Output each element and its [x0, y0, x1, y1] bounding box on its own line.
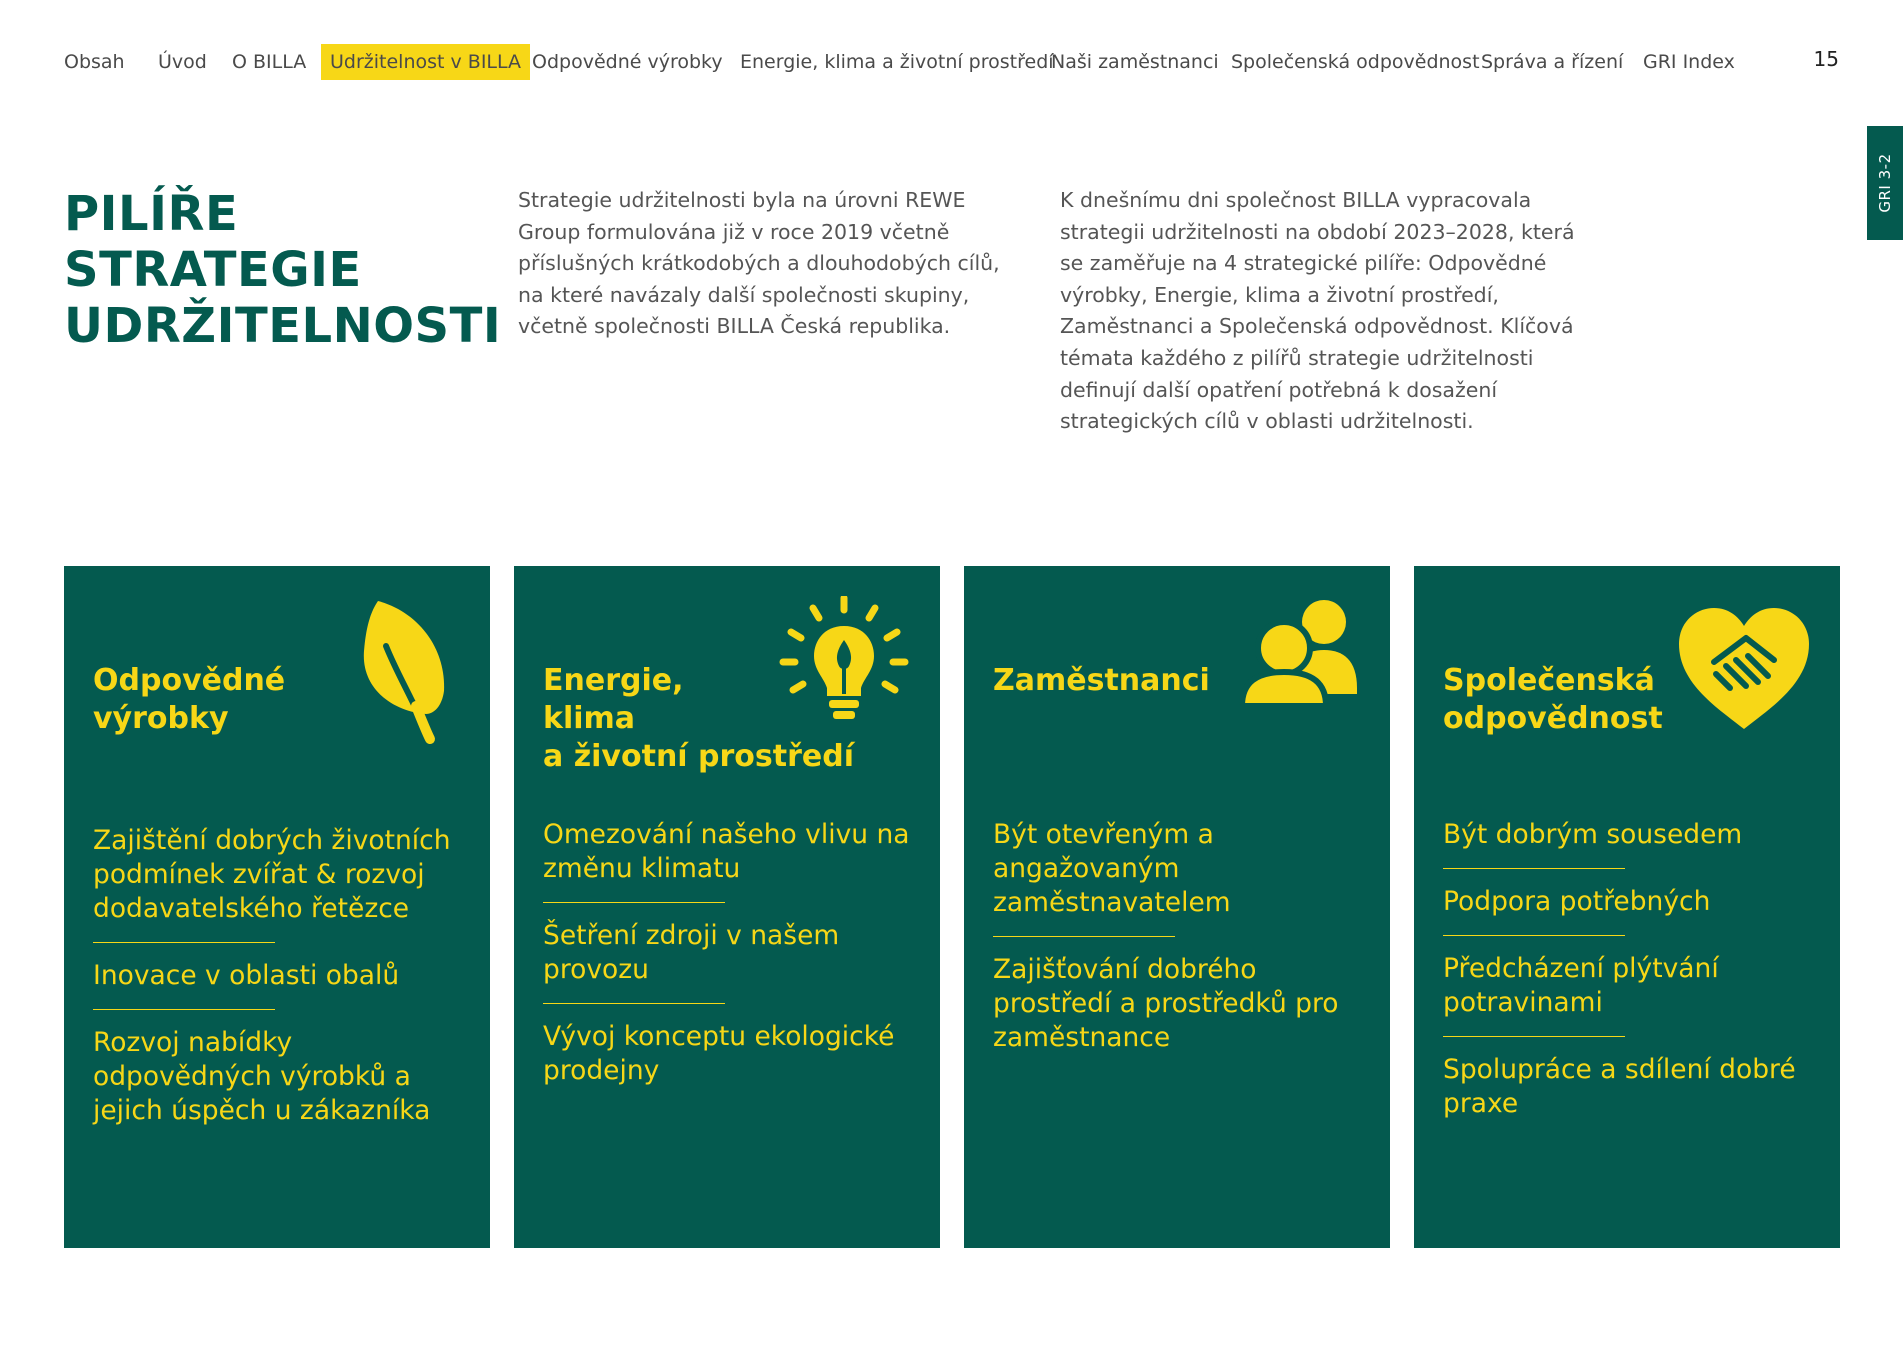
pillar-title-line: klima	[543, 701, 636, 736]
pillar-title-line: výrobky	[93, 701, 229, 736]
pillar-item: Být otevřeným a angažovaným zaměstnavatelem	[993, 819, 1231, 918]
nav-item-zamestnanci[interactable]: Naši zaměstnanci	[1051, 51, 1219, 73]
intro-paragraph-1: Strategie udržitelnosti byla na úrovni REWE Group formulována již v roce 2019 včetně příslušných krátkodobých a dlouhodobých cílů, na které navázaly další společnosti skupiny, včetně společnosti BILLA Česká republika.	[518, 188, 1000, 339]
intro-paragraph-2: K dnešnímu dni společnost BILLA vypracovala strategii udržitelnosti na období 2023–2028, která se zaměřuje na 4 strategické pilíře: Odpovědné výrobky, Energie, klima a životní prostředí, Zaměstnanci a Společenská odpovědnost. Klíčová témata každého z pilířů strategie udržitelnosti definují další opatření potřebná k dosažení strategických cílů v oblasti udržitelnosti.	[1060, 188, 1575, 434]
nav-item-gri-index[interactable]: GRI Index	[1643, 51, 1735, 73]
nav-item-sprava[interactable]: Správa a řízení	[1481, 51, 1624, 73]
divider	[1443, 1036, 1625, 1037]
page-title	[64, 186, 502, 354]
pillar-title	[93, 662, 285, 738]
pillar-items	[93, 824, 470, 1128]
leaf-icon	[356, 596, 456, 746]
pillar-title-line: Společenská	[1443, 663, 1655, 698]
pillar-title	[993, 662, 1210, 700]
divider	[993, 936, 1175, 937]
nav-item-o-billa[interactable]: O BILLA	[232, 51, 307, 73]
pillar-item: Omezování našeho vlivu na změnu klimatu	[543, 819, 910, 884]
pillar-item: Podpora potřebných	[1443, 886, 1711, 917]
divider	[1443, 868, 1625, 869]
nav-item-spolecenska[interactable]: Společenská odpovědnost	[1231, 51, 1480, 73]
pillar-title-line: Odpovědné	[93, 663, 286, 698]
pillar-card-spolecenska	[1414, 566, 1840, 1248]
page-title-line-3: UDRŽITELNOSTI	[64, 298, 502, 354]
pillar-title-line: odpovědnost	[1443, 701, 1663, 736]
pillar-items	[1443, 818, 1820, 1121]
pillar-title-line: a životní prostředí	[543, 739, 855, 774]
nav-item-udrzitelnost[interactable]: Udržitelnost v BILLA	[321, 44, 530, 80]
divider	[543, 902, 725, 903]
pillar-item: Zajištění dobrých životních podmínek zvířat & rozvoj dodavatelského řetězce	[93, 825, 451, 924]
lightbulb-icon	[779, 596, 909, 726]
gri-side-tab[interactable]	[1867, 126, 1903, 240]
pillar-item: Zajišťování dobrého prostředí a prostředků pro zaměstnance	[993, 954, 1339, 1053]
pillar-item: Být dobrým sousedem	[1443, 819, 1743, 850]
heart-handshake-icon	[1674, 604, 1814, 734]
pillar-card-zamestnanci	[964, 566, 1390, 1248]
page-number: 15	[1813, 47, 1839, 71]
pillar-item: Spolupráce a sdílení dobré praxe	[1443, 1054, 1796, 1119]
divider	[1443, 935, 1625, 936]
pillar-title-line: Zaměstnanci	[993, 663, 1210, 698]
side-tab-label: GRI 3-2	[1876, 153, 1894, 213]
pillar-title-line: Energie,	[543, 663, 684, 698]
pillar-item: Vývoj konceptu ekologické prodejny	[543, 1021, 895, 1086]
page-title-line-1: PILÍŘE	[64, 186, 239, 242]
top-navigation	[64, 44, 1843, 80]
nav-item-uvod[interactable]: Úvod	[158, 51, 207, 73]
divider	[93, 1009, 275, 1010]
people-icon	[1239, 598, 1369, 708]
nav-item-obsah[interactable]: Obsah	[64, 51, 125, 73]
pillar-title	[1443, 662, 1663, 738]
pillar-item: Šetření zdroji v našem provozu	[543, 920, 840, 985]
pillar-item: Rozvoj nabídky odpovědných výrobků a jejich úspěch u zákazníka	[93, 1027, 431, 1126]
divider	[93, 942, 275, 943]
pillar-card-odpovedne-vyrobky	[64, 566, 490, 1248]
divider	[543, 1003, 725, 1004]
pillar-items	[993, 818, 1370, 1055]
pillar-items	[543, 818, 920, 1088]
pillar-item: Předcházení plýtvání potravinami	[1443, 953, 1719, 1018]
nav-item-odpovedne-vyrobky[interactable]: Odpovědné výrobky	[532, 51, 723, 73]
pillar-item: Inovace v oblasti obalů	[93, 960, 400, 991]
nav-item-energie[interactable]: Energie, klima a životní prostředí	[740, 51, 1054, 73]
pillar-card-energie	[514, 566, 940, 1248]
page-title-line-2: STRATEGIE	[64, 242, 362, 298]
